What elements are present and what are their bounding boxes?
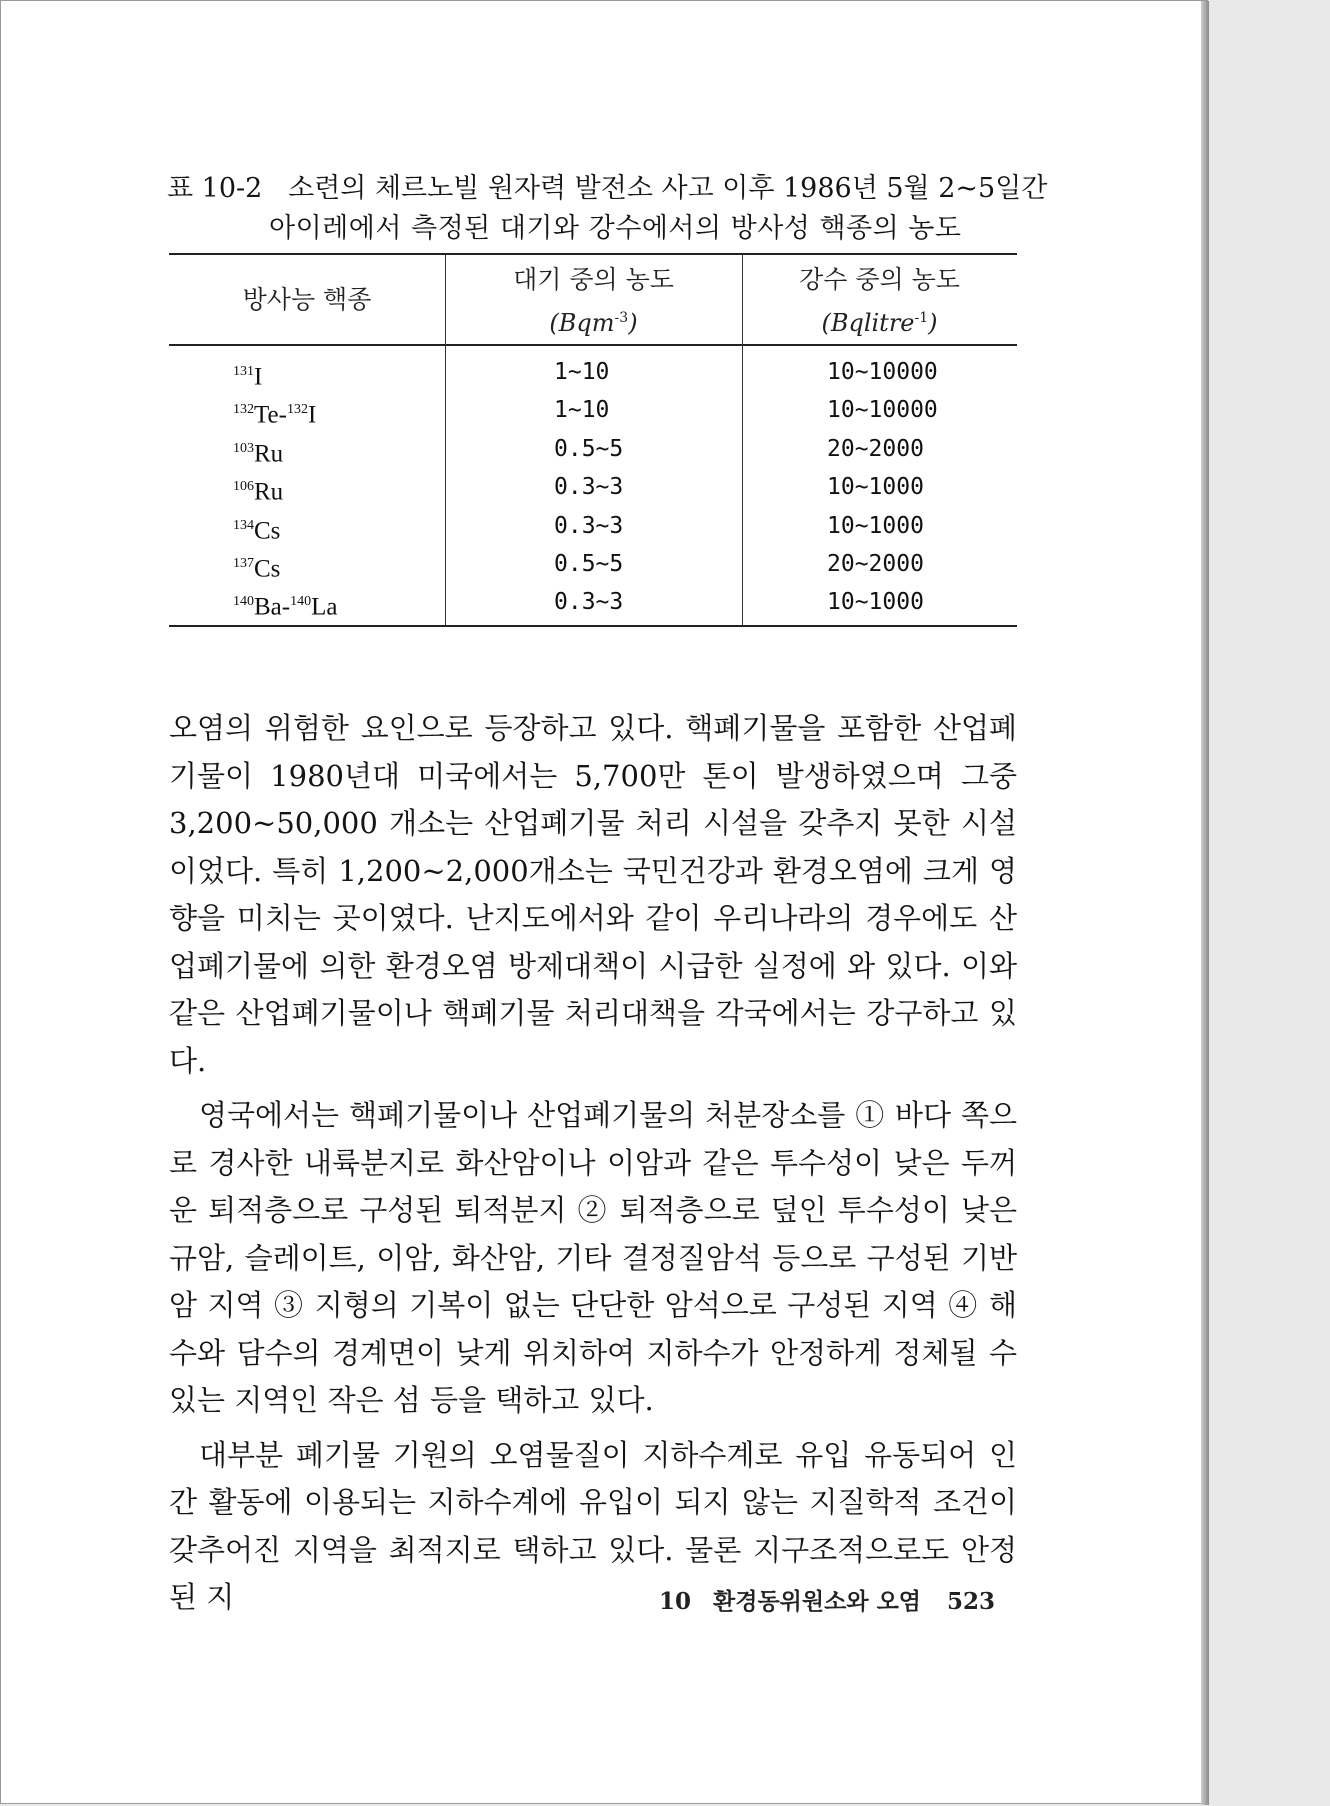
paragraph: 대부분 폐기물 기원의 오염물질이 지하수계로 유입 유동되어 인간 활동에 이용되는 지하수계에 유입이 되지 않는 지질학적 조건이 갖추어진 지역을 최적지로 택하고 있다. 물론 지구조적으로도 안정된 지 xyxy=(169,1437,1017,1614)
air-value-cell: 1~10 xyxy=(554,359,610,385)
header-rain-label: 강수 중의 농도 xyxy=(799,265,960,294)
table-row xyxy=(169,430,1017,468)
table-row xyxy=(169,391,1017,429)
body-text xyxy=(169,705,1017,1629)
table-row xyxy=(169,353,1017,391)
air-value-cell: 0.5~5 xyxy=(554,550,624,577)
table-row xyxy=(169,583,1017,621)
table-row xyxy=(169,507,1017,545)
page-number: 523 xyxy=(947,1588,996,1615)
table-caption-line2: 아이레에서 측정된 대기와 강수에서의 방사성 핵종의 농도 xyxy=(269,213,962,244)
nuclide-cell: $^{140}$Ba-$^{140}$La xyxy=(233,593,338,621)
nuclide-cell: $^{131}$I xyxy=(233,363,263,391)
rain-value-cell: 20~2000 xyxy=(827,435,924,462)
rain-value-cell: 10~1000 xyxy=(827,474,924,501)
air-value-cell: 0.3~3 xyxy=(554,512,624,539)
header-nuclide-label: 방사능 핵종 xyxy=(242,285,372,314)
header-air-unit: (Bqm$^{-3}$) xyxy=(549,309,638,337)
header-nuclide xyxy=(169,281,445,319)
table-row xyxy=(169,468,1017,506)
table-caption-label: 표 10-2 xyxy=(167,173,263,204)
table-caption xyxy=(167,169,1048,249)
header-air-label: 대기 중의 농도 xyxy=(513,265,674,294)
paragraph: 영국에서는 핵폐기물이나 산업폐기물의 처분장소를 ① 바다 쪽으로 경사한 내륙분지로 화산암이나 이암과 같은 투수성이 낮은 두꺼운 퇴적층으로 구성된 퇴적분지 ② 퇴적층으로 덮인 투수성이 낮은 규암, 슬레이트, 이암, 화산암, 기타 결정질암석 등으로 구성된 기반암 지역 ③ 지형의 기복이 없는 단단한 암석으로 구성된 지역 ④ 해수와 담수의 경계면이 낮게 위치하여 지하수가 안정하게 정체될 수 있는 지역인 작은 섬 등을 택하고 있다. xyxy=(169,1098,1017,1417)
air-value-cell: 0.5~5 xyxy=(554,435,624,462)
table-header-rule xyxy=(169,344,1017,346)
nuclide-cell: $^{106}$Ru xyxy=(233,478,284,506)
header-rain-concentration xyxy=(742,261,1017,342)
rain-value-cell: 10~10000 xyxy=(827,359,938,385)
table-body xyxy=(169,353,1017,622)
nuclide-cell: $^{137}$Cs xyxy=(233,555,281,583)
air-value-cell: 0.3~3 xyxy=(554,474,624,501)
rain-value-cell: 10~1000 xyxy=(827,589,924,616)
air-value-cell: 0.3~3 xyxy=(554,589,624,616)
rain-value-cell: 10~10000 xyxy=(827,397,938,424)
table-row xyxy=(169,545,1017,583)
nuclide-cell: $^{132}$Te-$^{132}$I xyxy=(233,401,317,429)
rain-value-cell: 20~2000 xyxy=(827,550,924,577)
page-edge-shadow xyxy=(1201,1,1209,1805)
table-caption-line1: 소련의 체르노빌 원자력 발전소 사고 이후 1986년 5월 2~5일간 xyxy=(288,173,1048,204)
air-value-cell: 1~10 xyxy=(554,397,610,424)
rain-value-cell: 10~1000 xyxy=(827,512,924,539)
header-rain-unit: (Bqlitre$^{-1}$) xyxy=(821,309,938,337)
table-top-rule xyxy=(169,253,1017,255)
page-footer xyxy=(659,1583,995,1616)
paragraph: 오염의 위험한 요인으로 등장하고 있다. 핵폐기물을 포함한 산업폐기물이 1980년대 미국에서는 5,700만 톤이 발생하였으며 그중 3,200~50,000 개소는 산업폐기물 처리 시설을 갖추지 못한 시설이었다. 특히 1,200~2,000개소는 국민건강과 환경오염에 크게 영향을 미치는 곳이였다. 난지도에서와 같이 우리나라의 경우에도 산업폐기물에 의한 환경오염 방제대책이 시급한 실정에 와 있다. 이와 같은 산업폐기물이나 핵폐기물 처리대책을 각국에서는 강구하고 있다. xyxy=(169,711,1017,1078)
chapter-title: 환경동위원소와 오염 xyxy=(713,1588,922,1615)
nuclide-cell: $^{134}$Cs xyxy=(233,516,281,544)
nuclide-cell: $^{103}$Ru xyxy=(233,440,284,468)
header-air-concentration xyxy=(445,261,742,342)
chapter-number: 10 xyxy=(659,1588,692,1615)
